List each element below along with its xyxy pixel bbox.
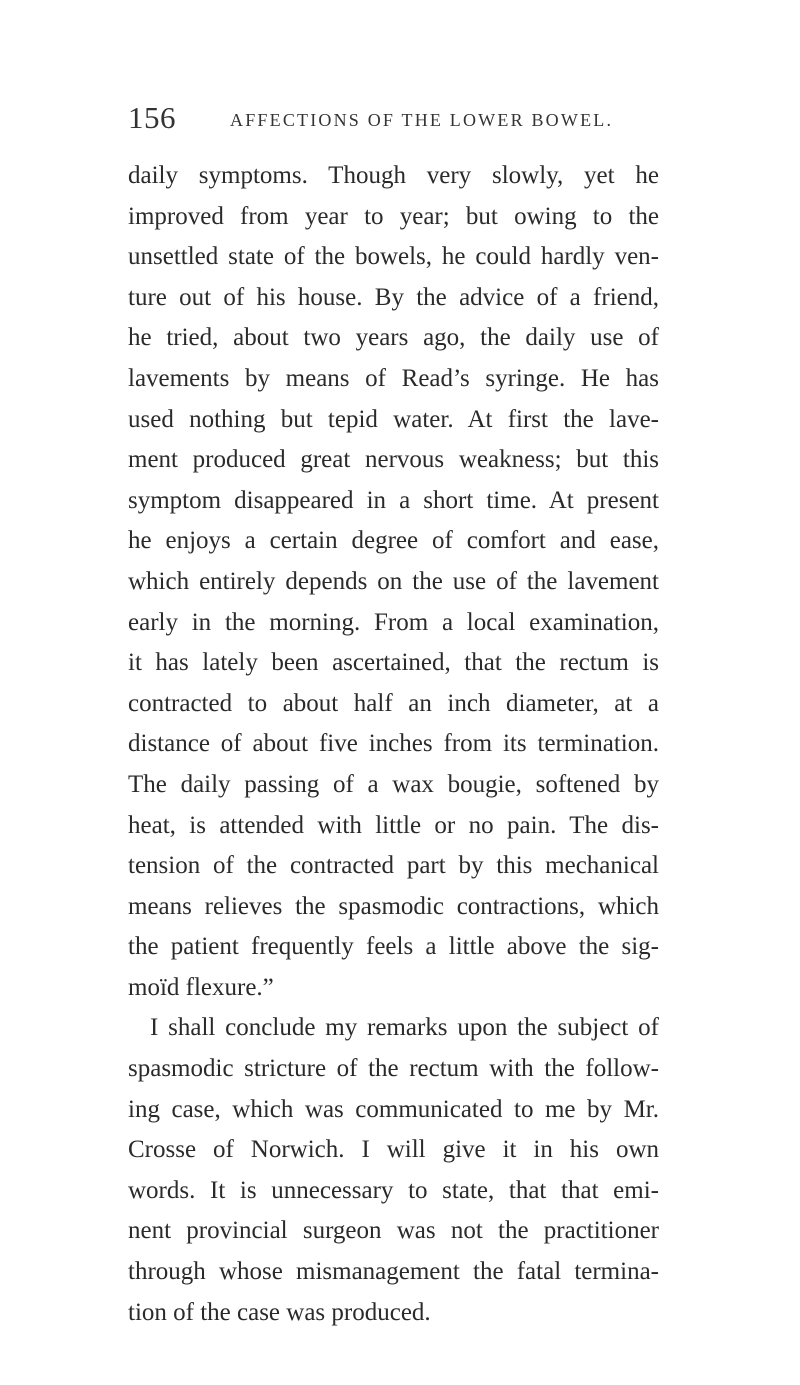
- text-line: improved from year to year; but owing to the: [128, 202, 659, 230]
- body-text: [128, 156, 659, 1333]
- text-line: distance of about five inches from its termination.: [128, 730, 659, 758]
- text-line: Crosse of Norwich. I will give it in his own: [128, 1136, 659, 1164]
- text-line: words. It is unnecessary to state, that that emi-: [128, 1176, 659, 1204]
- text-line: which entirely depends on the use of the lavement: [128, 567, 659, 595]
- text-line: early in the morning. From a local examination,: [128, 608, 659, 636]
- text-line: lavements by means of Read’s syringe. He has: [128, 364, 659, 392]
- page-number: 156: [128, 100, 176, 135]
- text-line: The daily passing of a wax bougie, softened by: [128, 770, 659, 798]
- paragraph: [128, 156, 659, 1008]
- text-line: I shall conclude my remarks upon the subject of: [150, 1014, 659, 1042]
- paragraph: [128, 1008, 659, 1333]
- text-line: tion of the case was produced.: [128, 1298, 431, 1326]
- running-header: [128, 100, 648, 140]
- text-line: it has lately been ascertained, that the rectum is: [128, 649, 659, 677]
- text-line: ing case, which was communicated to me by Mr.: [128, 1095, 659, 1123]
- text-line: unsettled state of the bowels, he could hardly ven-: [128, 243, 659, 271]
- text-line: contracted to about half an inch diameter, at a: [128, 689, 659, 717]
- text-line: symptom disappeared in a short time. At present: [128, 486, 659, 514]
- text-line: the patient frequently feels a little above the sig-: [128, 933, 659, 961]
- text-line: heat, is attended with little or no pain. The dis-: [128, 811, 659, 839]
- text-line: he enjoys a certain degree of comfort and ease,: [128, 527, 659, 555]
- text-line: spasmodic stricture of the rectum with the follow-: [128, 1055, 659, 1083]
- running-title: AFFECTIONS OF THE LOWER BOWEL.: [230, 110, 614, 130]
- text-line: nent provincial surgeon was not the practitioner: [128, 1217, 659, 1245]
- text-line: used nothing but tepid water. At first the lave-: [128, 405, 659, 433]
- text-line: moïd flexure.”: [128, 973, 274, 1001]
- text-line: means relieves the spasmodic contractions, which: [128, 892, 659, 920]
- text-line: ment produced great nervous weakness; but this: [128, 446, 659, 474]
- text-line: tension of the contracted part by this mechanical: [128, 852, 659, 880]
- text-line: ture out of his house. By the advice of a friend,: [128, 283, 659, 311]
- text-line: he tried, about two years ago, the daily use of: [128, 324, 659, 352]
- text-line: through whose mismanagement the fatal termina-: [128, 1258, 659, 1286]
- text-line: daily symptoms. Though very slowly, yet he: [128, 162, 659, 189]
